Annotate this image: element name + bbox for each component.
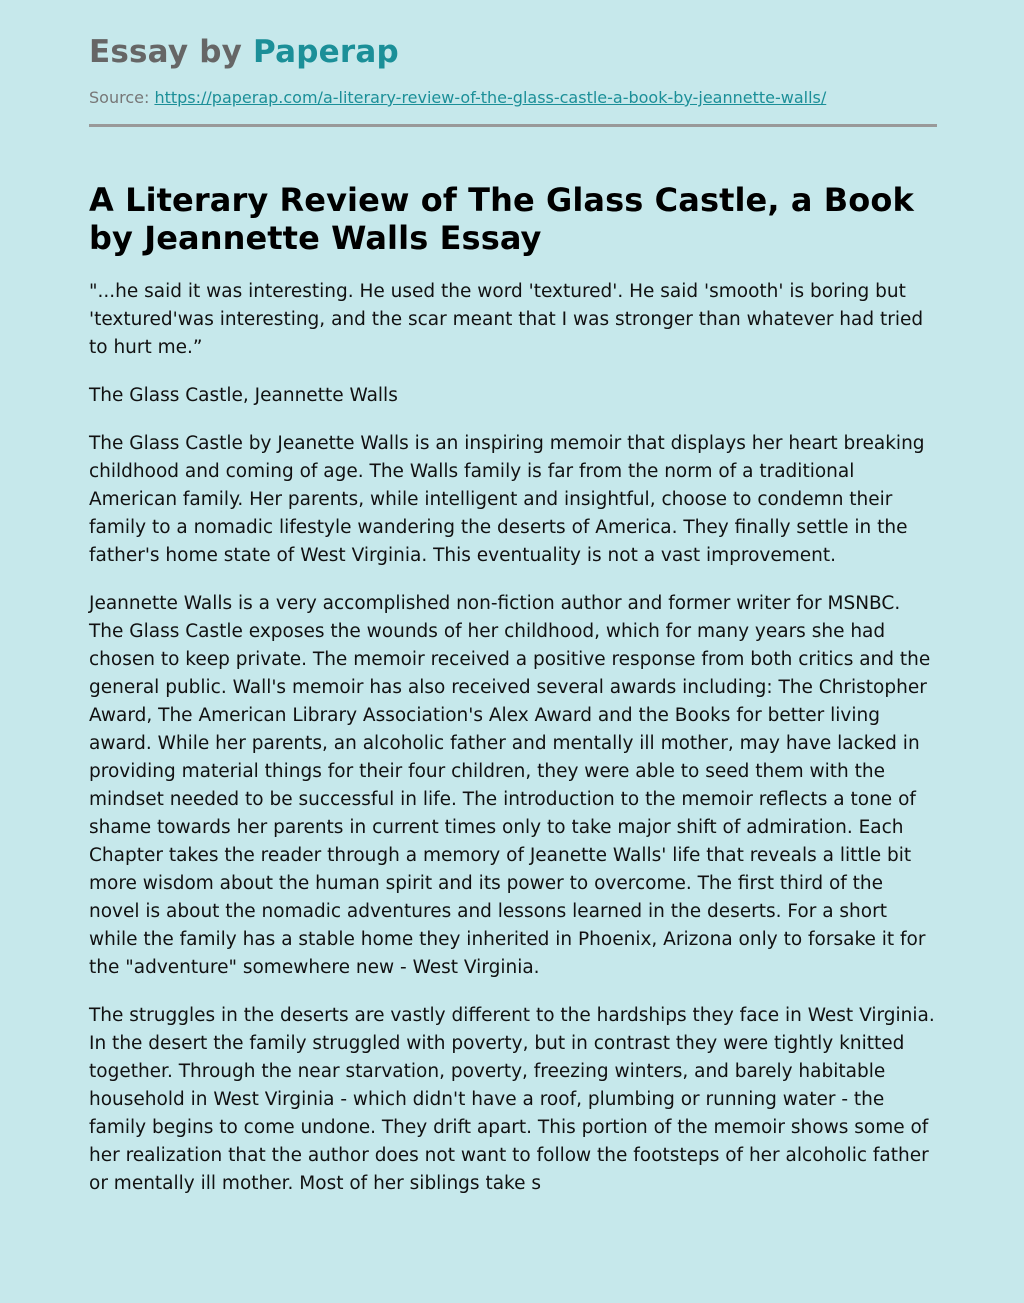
essay-quote: "...he said it was interesting. He used the word 'textured'. He said 'smooth' is boring but 'textured'was interesting, and the scar meant that I was stronger than whatever had tried to hurt me.” (89, 281, 924, 358)
source-label: Source: (89, 88, 150, 107)
site-brand[interactable] (89, 34, 937, 70)
source-link[interactable]: https://paperap.com/a-literary-review-of-the-glass-castle-a-book-by-jeannette-walls/ (154, 88, 827, 107)
header-divider (89, 124, 937, 127)
essay-paragraph: Jeannette Walls is a very accomplished non-fiction author and former writer for MSNBC. The Glass Castle exposes the wounds of her childhood, which for many years she had chosen to keep private. The memoir received a positive response from both critics and the general public. Wall's memoir has also received several awards including: The Christopher Award, The American Library Association's Alex Award and the Books for better living award. While her parents, an alcoholic father and mentally ill mother, may have lacked in providing material things for their four children, they were able to seed them with the mindset needed to be successful in life. The introduction to the memoir reflects a tone of shame towards her parents in current times only to take major shift of admiration. Each Chapter takes the reader through a memory of Jeanette Walls' life that reveals a little bit more wisdom about the human spirit and its power to overcome. The first third of the novel is about the nomadic adventures and lessons learned in the deserts. For a short while the family has a stable home they inherited in Phoenix, Arizona only to forsake it for the "adventure" somewhere new - West Virginia. (89, 593, 931, 978)
essay-body (89, 278, 937, 1198)
brand-prefix: Essay by (89, 34, 254, 70)
quote-attribution: The Glass Castle, Jeannette Walls (89, 385, 398, 406)
essay-title: A Literary Review of The Glass Castle, a Book by Jeannette Walls Essay (89, 181, 914, 257)
source-line (89, 88, 937, 108)
essay-paragraph: The Glass Castle by Jeanette Walls is an inspiring memoir that displays her heart breaking childhood and coming of age. The Walls family is far from the norm of a traditional American family. Her parents, while intelligent and insightful, choose to condemn their family to a nomadic lifestyle wandering the deserts of America. They finally settle in the father's home state of West Virginia. This eventuality is not a vast improvement. (89, 433, 925, 566)
essay-paragraph: The struggles in the deserts are vastly different to the hardships they face in West Virginia. In the desert the family struggled with poverty, but in contrast they were tightly knitted together. Through the near starvation, poverty, freezing winters, and barely habitable household in West Virginia - which didn't have a roof, plumbing or running water - the family begins to come undone. They drift apart. This portion of the memoir shows some of her realization that the author does not want to follow the footsteps of her alcoholic father or mentally ill mother. Most of her siblings take s (89, 1005, 935, 1194)
page-container (89, 0, 937, 1198)
brand-name: Paperap (253, 34, 399, 70)
